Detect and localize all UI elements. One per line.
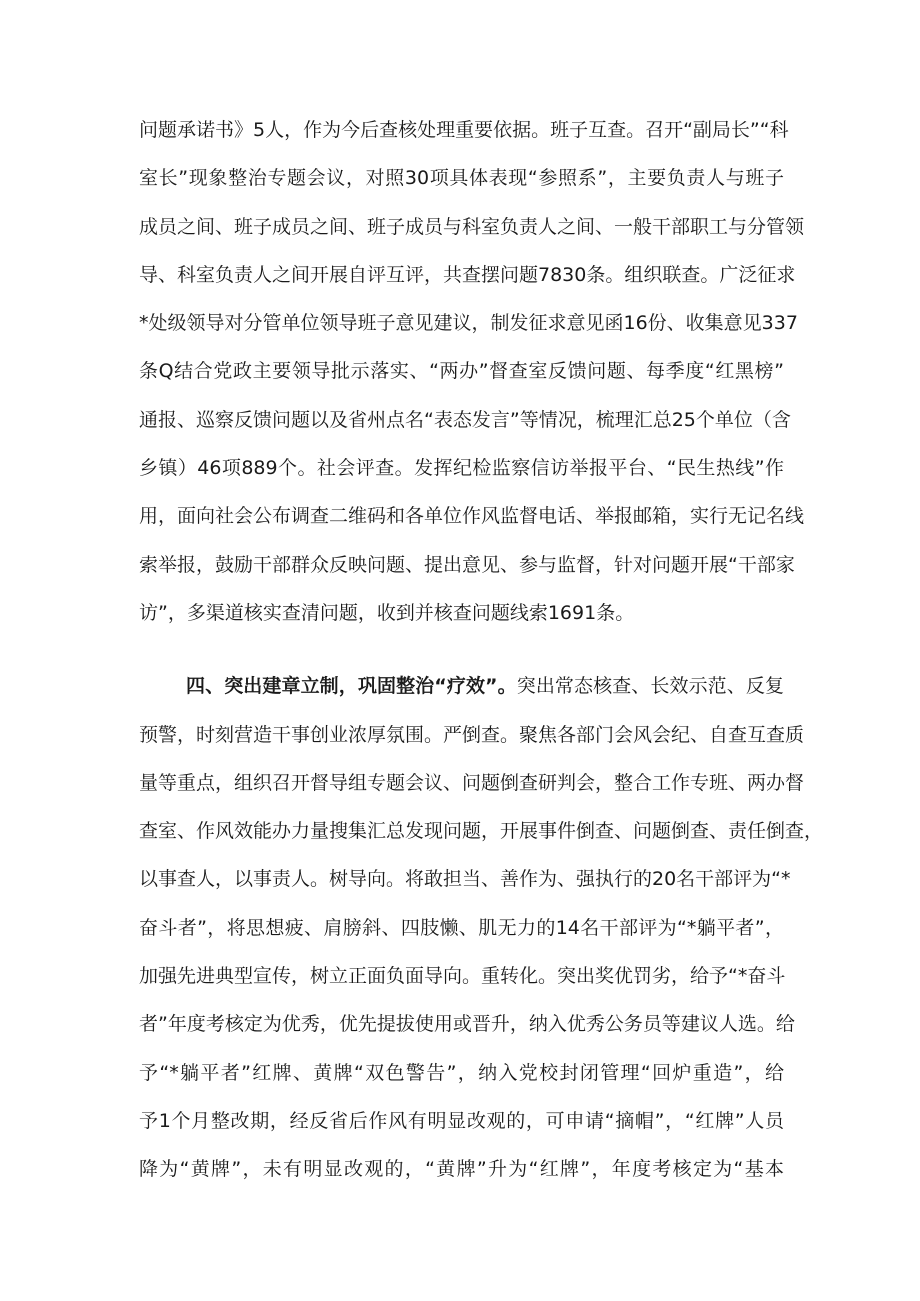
text-line: 通报、巡察反馈问题以及省州点名“表态发言”等情况，梳理汇总25个单位（含 bbox=[139, 408, 791, 431]
text-line: 室长”现象整治专题会议，对照30项具体表现“参照系”，主要负责人与班子 bbox=[139, 167, 784, 190]
text-line: 乡镇）46项889个。社会评查。发挥纪检监察信访举报平台、“民生热线”作 bbox=[139, 457, 784, 480]
text-line: 降为“黄牌”，未有明显改观的，“黄牌”升为“红牌”，年度考核定为“基本 bbox=[139, 1158, 784, 1181]
section-heading: 四、突出建章立制，巩固整治“疗效”。 bbox=[186, 675, 517, 698]
paragraph-section-four bbox=[139, 662, 824, 1193]
text-line: 量等重点，组织召开督导组专题会议、问题倒查研判会，整合工作专班、两办督 bbox=[139, 771, 805, 794]
text-line: 予1个月整改期，经反省后作风有明显改观的，可申请“摘帽”，“红牌”人员 bbox=[139, 1109, 784, 1132]
text-line: 访”，多渠道核实查清问题，收到并核查问题线索1691条。 bbox=[139, 601, 635, 624]
text-line: 条Q结合党政主要领导批示落实、“两办”督查室反馈问题、每季度“红黑榜” bbox=[139, 360, 784, 383]
text-line: 成员之间、班子成员之间、班子成员与科室负责人之间、一般干部职工与分管领 bbox=[139, 215, 805, 238]
text-line: 预警，时刻营造干事创业浓厚氛围。严倒查。聚焦各部门会风会纪、自查互查质 bbox=[139, 723, 805, 746]
text-line: 奋斗者”，将思想疲、肩膀斜、四肢懒、肌无力的14名干部评为“*躺平者”， bbox=[139, 916, 784, 939]
text-line: 用，面向社会公布调查二维码和各单位作风监督电话、举报邮箱，实行无记名线 bbox=[139, 505, 805, 528]
section-heading-line bbox=[139, 662, 784, 710]
paragraph-problem-investigation bbox=[139, 106, 805, 637]
text-line: 加强先进典型宣传，树立正面负面导向。重转化。突出奖优罚劣，给予“*奋斗 bbox=[139, 965, 786, 988]
document-page bbox=[139, 106, 824, 1194]
text-line: 者”年度考核定为优秀，优先提拔使用或晋升，纳入优秀公务员等建议人选。给 bbox=[139, 1013, 795, 1036]
paragraph-spacer bbox=[139, 637, 784, 662]
text-line: 导、科室负责人之间开展自评互评，共查摆问题7830条。组织联查。广泛征求 bbox=[139, 263, 796, 286]
text-line: 以事查人，以事责人。树导向。将敢担当、善作为、强执行的20名干部评为“* bbox=[139, 868, 791, 891]
heading-line-rest: 突出常态核查、长效示范、反复 bbox=[516, 675, 784, 698]
text-line: 索举报，鼓励干部群众反映问题、提出意见、参与监督，针对问题开展“干部家 bbox=[139, 553, 795, 576]
text-line: *处级领导对分管单位领导班子意见建议，制发征求意见函16份、收集意见337 bbox=[139, 312, 798, 335]
text-line: 查室、作风效能办力量搜集汇总发现问题，开展事件倒查、问题倒查、责任倒查， bbox=[139, 820, 824, 843]
text-line: 问题承诺书》5人，作为今后查核处理重要依据。班子互查。召开“副局长”“科 bbox=[139, 119, 789, 141]
text-line: 予“*躺平者”红牌、黄牌“双色警告”，纳入党校封闭管理“回炉重造”，给 bbox=[139, 1061, 784, 1084]
